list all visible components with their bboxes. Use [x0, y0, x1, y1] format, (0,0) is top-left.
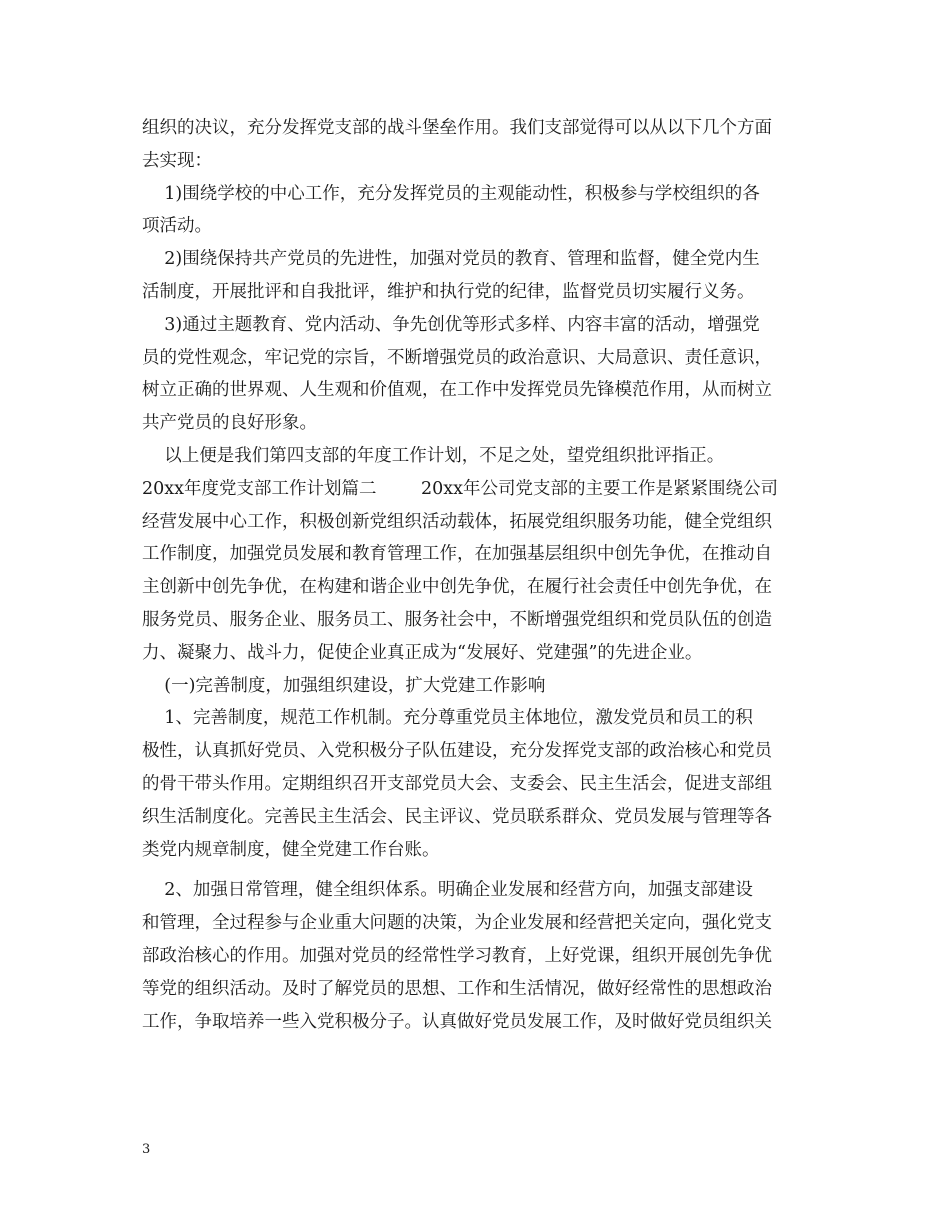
text-line: 和管理，全过程参与企业重大问题的决策，为企业发展和经营把关定向，强化党支 — [142, 913, 772, 934]
page-number: 3 — [142, 1142, 151, 1157]
text-line: 2)围绕保持共产党员的先进性，加强对党员的教育、管理和监督，健全党内生 — [142, 249, 760, 270]
text-line: 工作，争取培养一些入党积极分子。认真做好党员发展工作，及时做好党员组织关 — [142, 1011, 772, 1032]
text-line: 经营发展中心工作，积极创新党组织活动载体，拓展党组织服务功能，健全党组织 — [142, 511, 772, 532]
text-line: 以上便是我们第四支部的年度工作计划，不足之处，望党组织批评指正。 — [142, 445, 725, 466]
text-line: 工作制度，加强党员发展和教育管理工作，在加强基层组织中创先争优，在推动自 — [142, 544, 772, 565]
text-line: 的骨干带头作用。定期组织召开支部党员大会、支委会、民主生活会，促进支部组 — [142, 773, 772, 794]
text-line: 员的党性观念，牢记党的宗旨，不断增强党员的政治意识、大局意识、责任意识， — [142, 347, 772, 368]
text-line: 2、加强日常管理，健全组织体系。明确企业发展和经营方向，加强支部建设 — [142, 880, 753, 901]
document-body — [142, 112, 812, 1038]
text-line: 极性，认真抓好党员、入党积极分子队伍建设，充分发挥党支部的政治核心和党员 — [142, 741, 772, 762]
text-line: 20xx年度党支部工作计划篇二 20xx年公司党支部的主要工作是紧紧围绕公司 — [142, 478, 779, 499]
text-line: 1)围绕学校的中心工作，充分发挥党员的主观能动性，积极参与学校组织的各 — [142, 183, 760, 204]
text-line: 类党内规章制度，健全党建工作台账。 — [142, 839, 440, 860]
text-line: 部政治核心的作用。加强对党员的经常性学习教育，上好党课，组织开展创先争优 — [142, 945, 772, 966]
text-line: 主创新中创先争优，在构建和谐企业中创先争优，在履行社会责任中创先争优，在 — [142, 577, 772, 598]
text-line: 1、完善制度，规范工作机制。充分尊重党员主体地位，激发党员和员工的积 — [142, 708, 753, 729]
text-line: 组织的决议，充分发挥党支部的战斗堡垒作用。我们支部觉得可以从以下几个方面 — [142, 118, 772, 138]
text-line: 项活动。 — [142, 216, 212, 237]
text-line: 织生活制度化。完善民主生活会、民主评议、党员联系群众、党员发展与管理等各 — [142, 806, 772, 827]
text-line: 活制度，开展批评和自我批评，维护和执行党的纪律，监督党员切实履行义务。 — [142, 281, 755, 302]
text-line: 力、凝聚力、战斗力，促使企业真正成为“发展好、党建强”的先进企业。 — [142, 642, 703, 663]
text-line: (一)完善制度，加强组织建设，扩大党建工作影响 — [142, 675, 546, 696]
text-line: 树立正确的世界观、人生观和价值观，在工作中发挥党员先锋模范作用，从而树立 — [142, 380, 772, 401]
text-line: 共产党员的良好形象。 — [142, 413, 317, 434]
text-line: 服务党员、服务企业、服务员工、服务社会中，不断增强党组织和党员队伍的创造 — [142, 609, 772, 630]
paragraph-spacing — [142, 866, 812, 874]
text-line: 等党的组织活动。及时了解党员的思想、工作和生活情况，做好经常性的思想政治 — [142, 978, 772, 999]
text-line: 去实现： — [142, 150, 212, 171]
text-line: 3)通过主题教育、党内活动、争先创优等形式多样、内容丰富的活动，增强党 — [142, 314, 760, 335]
